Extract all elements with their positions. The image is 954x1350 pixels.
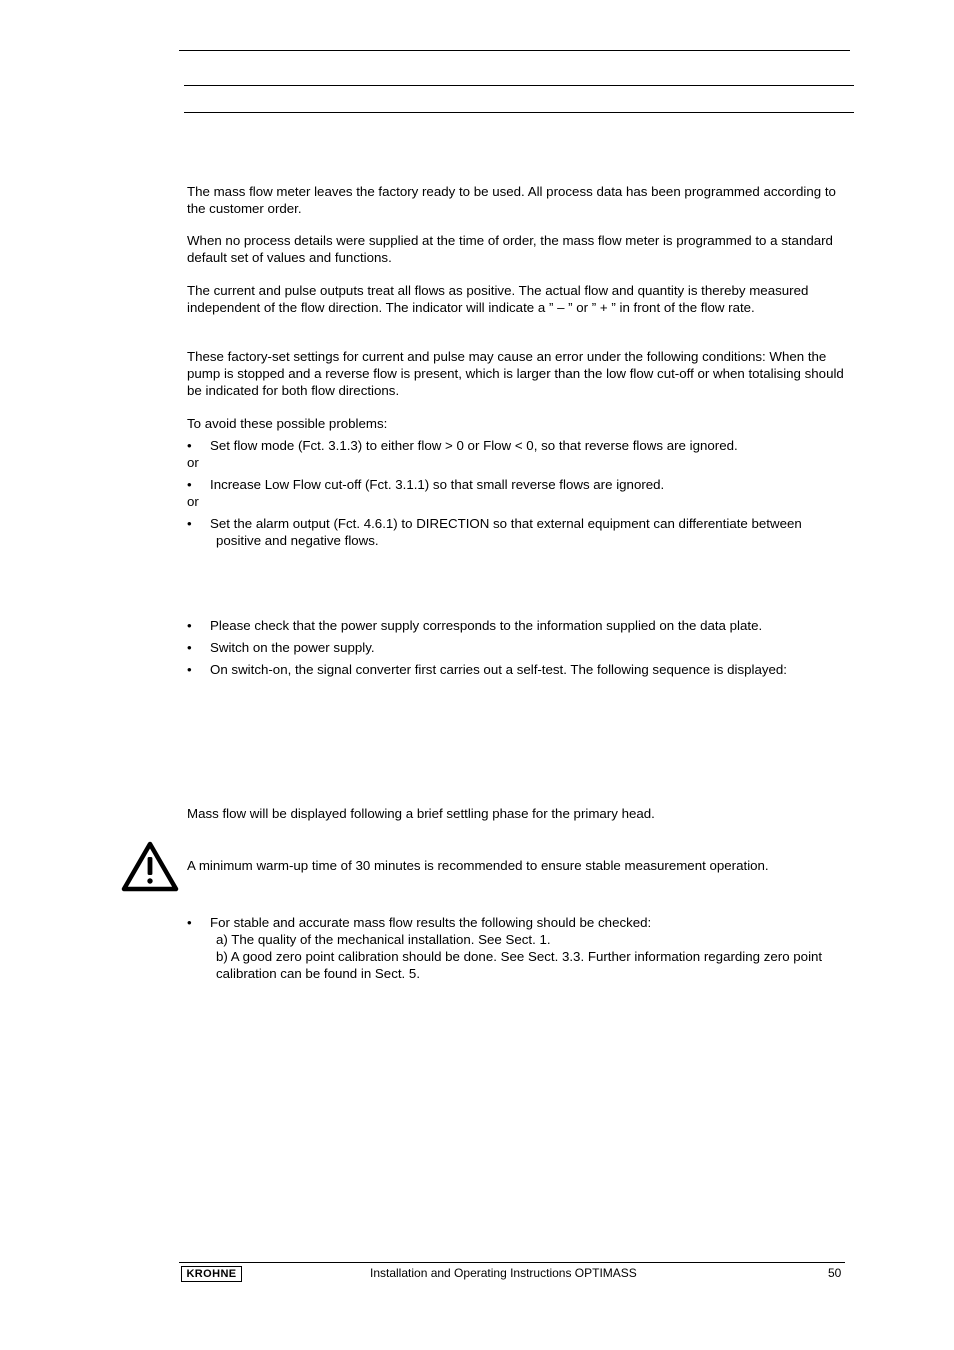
check-item-b: b) A good zero point calibration should be done. See Sect. 3.3. Further information regarding zero point calibration can be found in Sect. 5. xyxy=(216,949,823,981)
list-item-text: Please check that the power supply corresponds to the information supplied on the data plate. xyxy=(210,618,763,633)
logo-text: KROHNE xyxy=(186,1268,237,1280)
footer-rule xyxy=(179,1262,845,1263)
krohne-logo xyxy=(181,1266,242,1282)
page-number: 50 xyxy=(828,1266,842,1280)
bullet-icon: • xyxy=(187,915,192,930)
bullet-icon: • xyxy=(187,477,192,492)
paragraph-avoid: To avoid these possible problems: xyxy=(187,416,388,431)
bullet-icon: • xyxy=(187,438,192,453)
list-item-text: On switch-on, the signal converter first carries out a self-test. The following sequence is displayed: xyxy=(210,662,787,677)
paragraph-default-values: When no process details were supplied at the time of order, the mass flow meter is programmed to a standard default set of values and functions. xyxy=(187,233,833,265)
or-separator: or xyxy=(187,455,199,470)
paragraph-error-conditions: These factory-set settings for current and pulse may cause an error under the following conditions: When the pump is stopped and a reverse flow is present, which is larger than the low flow cut-off or when totalising should be indicated for both flow directions. xyxy=(187,349,844,398)
warning-text: A minimum warm-up time of 30 minutes is recommended to ensure stable measurement operation. xyxy=(187,858,769,873)
bullet-icon: • xyxy=(187,618,192,633)
list-item-text: Set flow mode (Fct. 3.1.3) to either flow > 0 or Flow < 0, so that reverse flows are ignored. xyxy=(210,438,738,453)
paragraph-mass-flow: Mass flow will be displayed following a brief settling phase for the primary head. xyxy=(187,806,655,821)
footer-title: Installation and Operating Instructions OPTIMASS xyxy=(370,1266,637,1280)
or-separator: or xyxy=(187,494,199,509)
list-item-text: Set the alarm output (Fct. 4.6.1) to DIRECTION so that external equipment can differentiate between xyxy=(210,516,802,531)
paragraph-outputs: The current and pulse outputs treat all flows as positive. The actual flow and quantity is thereby measured independent of the flow direction. The indicator will indicate a ” – ” or ” + ” in front of the flow rate. xyxy=(187,283,809,315)
list-item-continuation: positive and negative flows. xyxy=(216,533,379,548)
bullet-icon: • xyxy=(187,516,192,531)
list-item-text: For stable and accurate mass flow results the following should be checked: xyxy=(210,915,652,930)
warning-icon xyxy=(120,840,180,894)
list-item-text: Switch on the power supply. xyxy=(210,640,375,655)
check-item-a: a) The quality of the mechanical installation. See Sect. 1. xyxy=(216,932,551,947)
header-rule-1 xyxy=(179,50,850,51)
header-rule-2 xyxy=(184,85,854,86)
bullet-icon: • xyxy=(187,662,192,677)
header-rule-3 xyxy=(184,112,854,113)
list-item-text: Increase Low Flow cut-off (Fct. 3.1.1) so that small reverse flows are ignored. xyxy=(210,477,665,492)
paragraph-factory: The mass flow meter leaves the factory ready to be used. All process data has been programmed according to the customer order. xyxy=(187,184,836,216)
bullet-icon: • xyxy=(187,640,192,655)
